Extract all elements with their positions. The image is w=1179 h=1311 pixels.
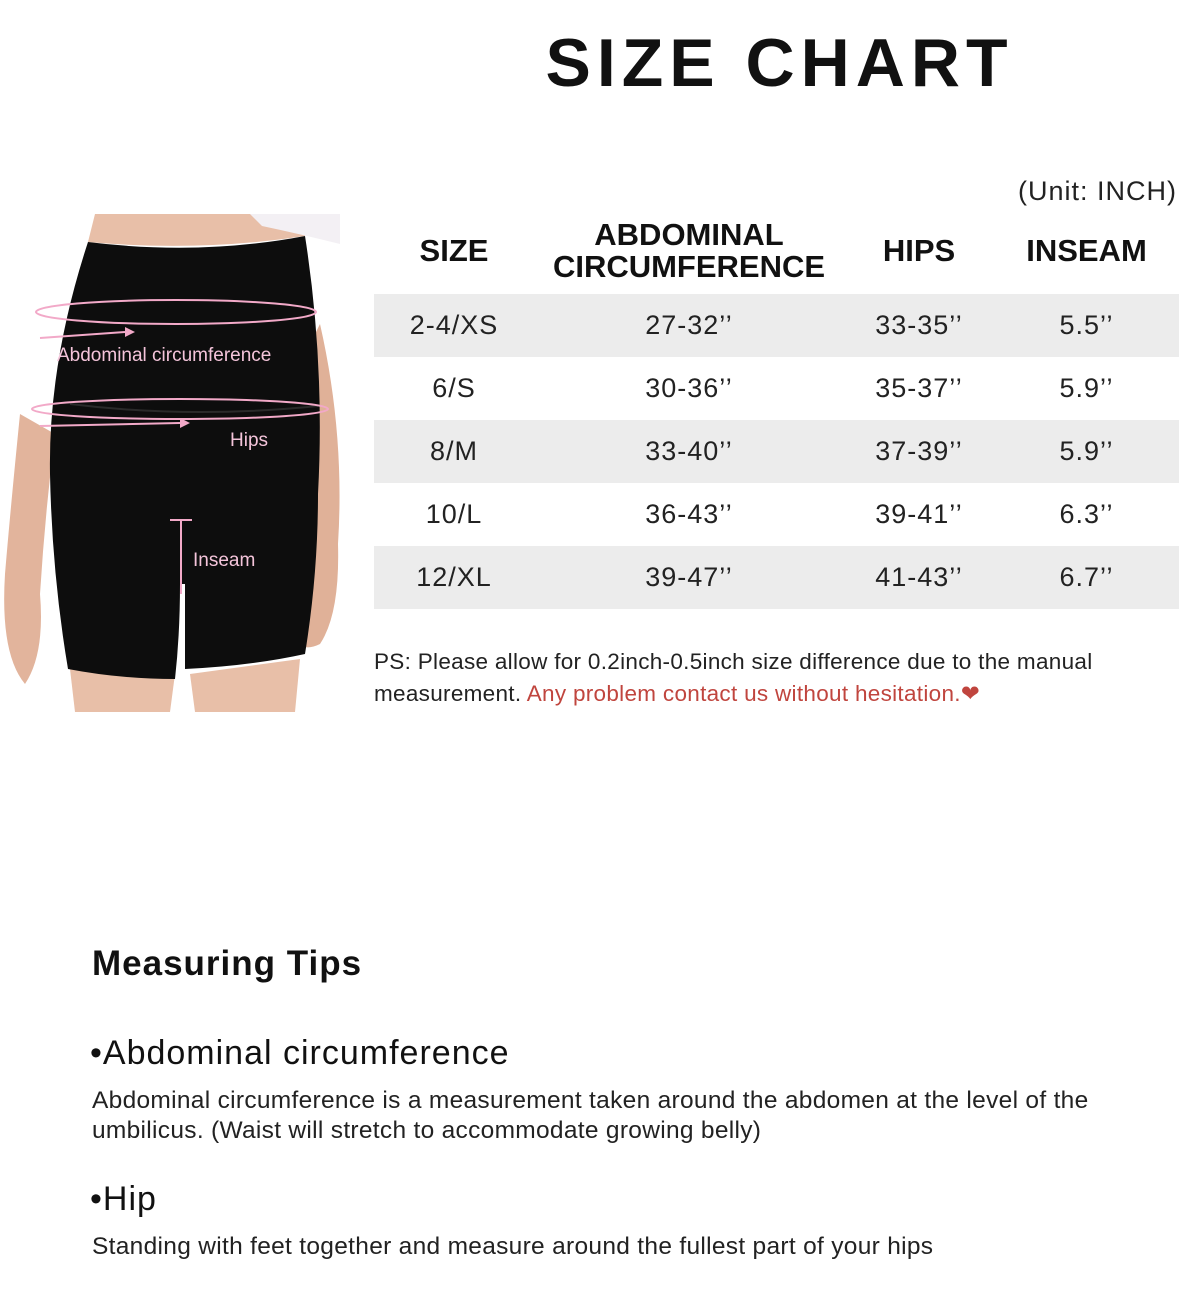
header-abdominal bbox=[534, 208, 844, 294]
cell-inseam: 5.9’’ bbox=[994, 420, 1179, 483]
header-hips: HIPS bbox=[882, 233, 956, 268]
inseam-label: Inseam bbox=[193, 550, 256, 571]
cell-abdominal: 33-40’’ bbox=[534, 420, 844, 483]
cell-hips: 39-41’’ bbox=[875, 499, 963, 529]
cell-size: 6/S bbox=[432, 373, 476, 403]
cell-abdominal: 27-32’’ bbox=[534, 294, 844, 357]
cell-inseam: 5.5’’ bbox=[994, 294, 1179, 357]
table-row bbox=[374, 420, 1179, 483]
cell-inseam: 6.7’’ bbox=[994, 546, 1179, 609]
header-abdominal-line1: ABDOMINAL bbox=[594, 217, 784, 252]
tip-body-abdominal: Abdominal circumference is a measurement taken around the abdomen at the level of the umbilicus. (Waist will stretch to accommodate growing belly) bbox=[92, 1087, 1089, 1144]
note-highlight: Any problem contact us without hesitation. bbox=[521, 681, 961, 706]
tip-heading-abdominal: •Abdominal circumference bbox=[90, 1034, 510, 1072]
cell-hips: 41-43’’ bbox=[844, 546, 994, 609]
cell-hips: 37-39’’ bbox=[844, 420, 994, 483]
note-prefix: PS: Please allow for 0.2inch-0.5inch size difference due to the manual measurement. bbox=[374, 649, 1093, 706]
cell-size: 12/XL bbox=[374, 546, 534, 609]
measurement-note bbox=[374, 646, 1179, 710]
size-table bbox=[374, 208, 1179, 609]
table-row bbox=[374, 294, 1179, 357]
tip-heading-hip: •Hip bbox=[90, 1180, 157, 1218]
cell-hips: 35-37’’ bbox=[875, 373, 963, 403]
cell-hips: 33-35’’ bbox=[844, 294, 994, 357]
cell-abdominal: 36-43’’ bbox=[645, 499, 733, 529]
header-inseam: INSEAM bbox=[1026, 233, 1147, 268]
cell-size: 8/M bbox=[374, 420, 534, 483]
table-header-row bbox=[374, 208, 1179, 294]
cell-abdominal: 39-47’’ bbox=[534, 546, 844, 609]
header-size: SIZE bbox=[419, 233, 489, 268]
page-title: SIZE CHART bbox=[545, 25, 1014, 101]
cell-inseam: 5.9’’ bbox=[1059, 373, 1114, 403]
tips-title: Measuring Tips bbox=[92, 944, 363, 983]
unit-label: (Unit: INCH) bbox=[1018, 176, 1177, 206]
tip-body-hip: Standing with feet together and measure around the fullest part of your hips bbox=[92, 1233, 934, 1260]
table-row bbox=[374, 546, 1179, 609]
cell-inseam: 6.3’’ bbox=[1059, 499, 1114, 529]
cell-abdominal: 30-36’’ bbox=[645, 373, 733, 403]
table-row bbox=[374, 357, 1179, 420]
table-row bbox=[374, 483, 1179, 546]
abdominal-label: Abdominal circumference bbox=[57, 345, 272, 366]
left-arm bbox=[4, 414, 55, 684]
cell-size: 2-4/XS bbox=[374, 294, 534, 357]
shorts-illustration bbox=[0, 214, 372, 712]
cell-size: 10/L bbox=[425, 499, 483, 529]
hips-label: Hips bbox=[230, 430, 269, 451]
header-abdominal-line2: CIRCUMFERENCE bbox=[552, 249, 826, 284]
heart-icon: ❤ bbox=[960, 681, 980, 706]
